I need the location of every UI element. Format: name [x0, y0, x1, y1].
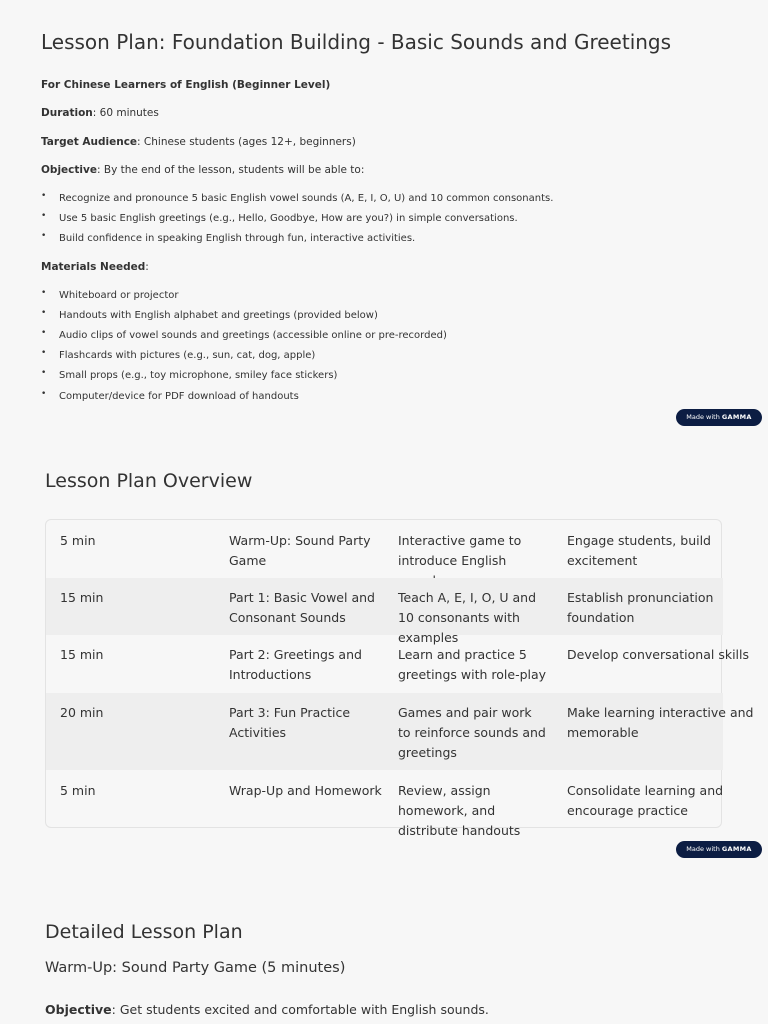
duration-line	[41, 107, 159, 119]
materials-label: Materials Needed	[41, 261, 146, 273]
audience-label: Target Audience	[41, 136, 138, 148]
material-item: Flashcards with pictures (e.g., sun, cat, dog, apple)	[59, 350, 316, 361]
objective-item: Use 5 basic English greetings (e.g., Hello, Goodbye, How are you?) in simple conversations.	[59, 213, 518, 224]
bullet-icon: •	[41, 308, 47, 318]
objective-label: Objective	[41, 164, 97, 176]
made-with-gamma-badge[interactable]	[676, 409, 762, 426]
material-item: Computer/device for PDF download of handouts	[59, 391, 299, 402]
material-item: Handouts with English alphabet and greetings (provided below)	[59, 310, 378, 321]
objective-item: Build confidence in speaking English through fun, interactive activities.	[59, 233, 416, 244]
cell-goal: Establish pronunciation foundation	[567, 590, 714, 625]
bullet-icon: •	[41, 191, 47, 201]
cell-activity: Learn and practice 5 greetings with role-play	[398, 647, 547, 682]
cell-part: Part 3: Fun Practice Activities	[229, 705, 351, 740]
audience-line	[41, 136, 356, 148]
table-row	[46, 578, 723, 645]
table-row	[46, 520, 723, 578]
material-item: Whiteboard or projector	[59, 290, 179, 301]
material-item: Audio clips of vowel sounds and greetings (accessible online or pre-recorded)	[59, 330, 447, 341]
made-with-gamma-badge[interactable]	[676, 841, 762, 858]
material-item: Small props (e.g., toy microphone, smiley face stickers)	[59, 370, 338, 381]
duration-value: : 60 minutes	[92, 107, 159, 119]
detailed-title: Detailed Lesson Plan	[45, 921, 243, 943]
audience-value: : Chinese students (ages 12+, beginners)	[137, 136, 356, 148]
detailed-subtitle: Warm-Up: Sound Party Game (5 minutes)	[45, 960, 346, 976]
cell-time: 20 min	[60, 705, 104, 720]
cell-goal: Develop conversational skills	[567, 647, 750, 662]
detailed-objective-value: : Get students excited and comfortable with English sounds.	[111, 1002, 489, 1017]
gamma-logo: GAMMA	[721, 413, 752, 421]
cell-goal: Engage students, build excitement	[567, 533, 711, 568]
objective-item: Recognize and pronounce 5 basic English vowel sounds (A, E, I, O, U) and 10 common consonants.	[59, 193, 554, 204]
table-row	[46, 770, 724, 838]
bullet-icon: •	[41, 328, 47, 338]
cell-time: 15 min	[60, 590, 104, 605]
cell-activity: Games and pair work to reinforce sounds and greetings	[398, 705, 546, 760]
cell-time: 5 min	[60, 533, 96, 548]
cell-goal: Make learning interactive and memorable	[567, 705, 754, 740]
table-row	[46, 635, 750, 693]
objective-line	[41, 164, 364, 176]
materials-heading	[41, 261, 149, 273]
detailed-objective	[45, 1002, 489, 1017]
detailed-objective-label: Objective	[45, 1002, 112, 1017]
cell-part: Part 2: Greetings and Introductions	[229, 647, 362, 682]
bullet-icon: •	[41, 211, 47, 221]
bullet-icon: •	[41, 368, 47, 378]
subtitle	[41, 79, 330, 91]
cell-activity: Review, assign homework, and distribute handouts	[398, 783, 521, 838]
badge-prefix: Made with	[686, 413, 722, 421]
objective-value: : By the end of the lesson, students will be able to:	[96, 164, 365, 176]
overview-table	[45, 519, 754, 838]
cell-part: Part 1: Basic Vowel and Consonant Sounds	[229, 590, 375, 625]
duration-label: Duration	[41, 107, 93, 119]
bullet-icon: •	[41, 231, 47, 241]
subtitle-text: For Chinese Learners of English (Beginner Level)	[41, 79, 331, 91]
materials-suffix: :	[145, 261, 149, 273]
gamma-logo: GAMMA	[721, 845, 752, 853]
bullet-icon: •	[41, 288, 47, 298]
cell-part: Wrap-Up and Homework	[229, 783, 382, 798]
cell-time: 15 min	[60, 647, 104, 662]
badge-prefix: Made with	[686, 845, 722, 853]
cell-activity: Teach A, E, I, O, U and 10 consonants with examples	[398, 590, 537, 645]
cell-part: Warm-Up: Sound Party Game	[229, 533, 371, 568]
overview-title: Lesson Plan Overview	[45, 470, 253, 492]
table-row	[46, 693, 754, 770]
cell-goal: Consolidate learning and encourage practice	[567, 783, 724, 818]
cell-activity: Interactive game to introduce English	[398, 533, 522, 568]
bullet-icon: •	[41, 348, 47, 358]
cell-time: 5 min	[60, 783, 96, 798]
page-title: Lesson Plan: Foundation Building - Basic Sounds and Greetings	[41, 30, 672, 54]
bullet-icon: •	[41, 389, 47, 399]
